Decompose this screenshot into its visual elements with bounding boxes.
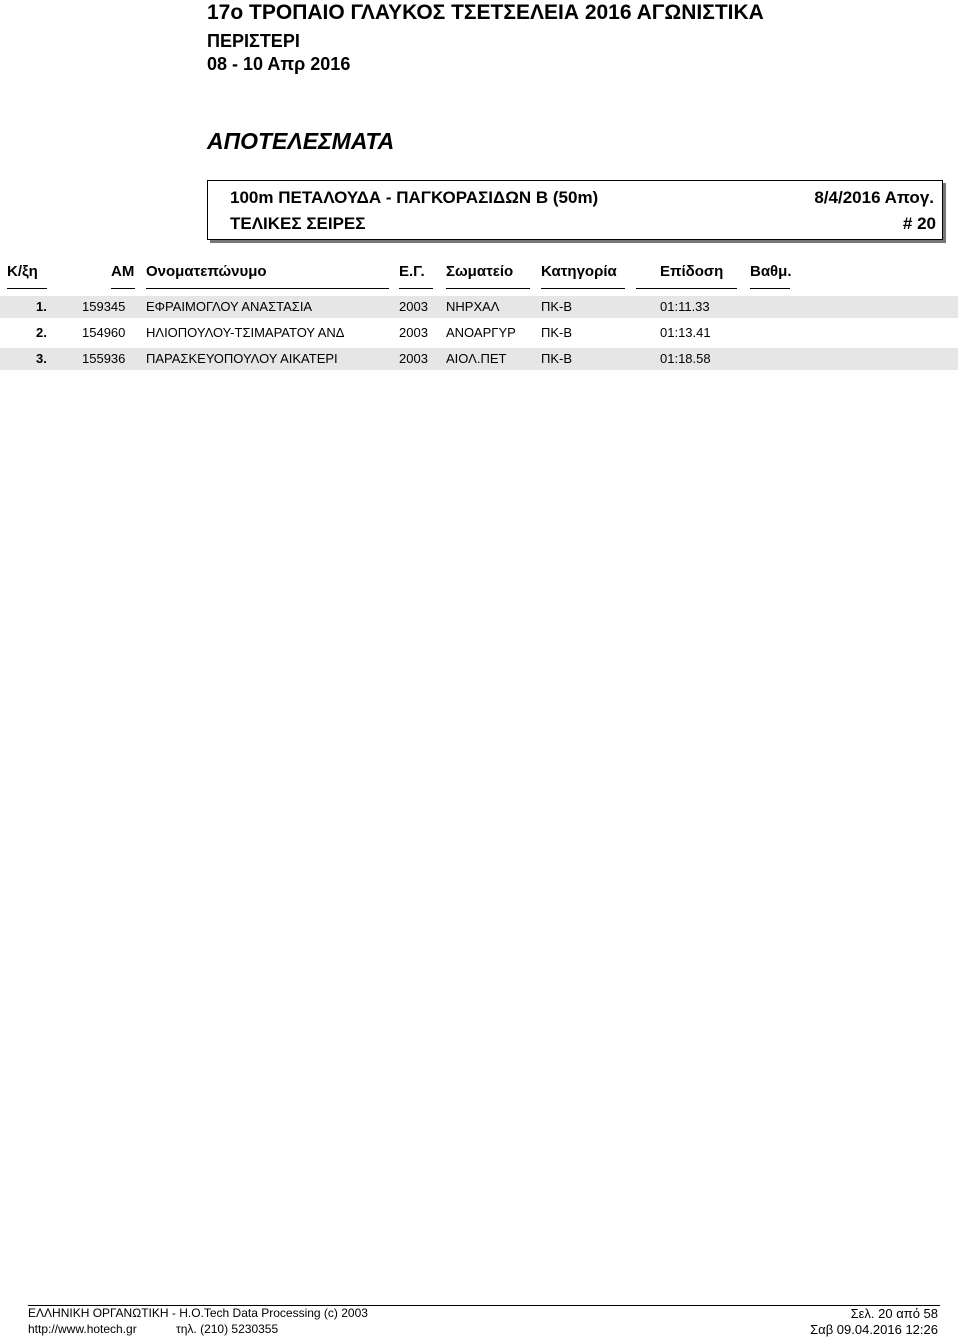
row-category: ΠΚ-Β [541,351,573,366]
row-name: ΠΑΡΑΣΚΕΥΟΠΟΥΛΟΥ ΑΙΚΑΤΕΡΙ [146,351,338,366]
header-underline [7,288,47,289]
row-rank: 1. [36,299,47,314]
column-header-am: ΑΜ [111,263,135,280]
results-heading: ΑΠΟΤΕΛΕΣΜΑΤΑ [207,128,395,154]
row-am: 154960 [82,325,126,340]
event-number: # 20 [902,214,936,233]
column-header-club: Σωματείο [446,263,514,280]
header-underline [146,288,389,289]
table-row [0,348,958,370]
header-underline [636,288,737,289]
row-birth-year: 2003 [399,325,428,340]
column-header-time: Επίδοση [660,263,724,280]
column-header-birth-year: Ε.Γ. [399,263,425,280]
row-name: ΕΦΡΑΙΜΟΓΛΟΥ ΑΝΑΣΤΑΣΙΑ [146,299,313,314]
event-name: 100m ΠΕΤΑΛΟΥΔΑ - ΠΑΓΚΟΡΑΣΙΔΩΝ Β (50m) [230,188,599,207]
footer-company: ΕΛΛΗΝΙΚΗ ΟΡΓΑΝΩΤΙΚΗ - Η.Ο.Tech Data Processing (c) 2003 [28,1306,368,1320]
row-rank: 2. [36,325,47,340]
footer-phone: τηλ. (210) 5230355 [176,1322,279,1336]
header-underline [111,288,135,289]
row-category: ΠΚ-Β [541,299,573,314]
meet-location: ΠΕΡΙΣΤΕΡΙ [207,31,300,51]
header-underline [399,288,433,289]
row-time: 01:11.33 [660,299,710,314]
event-round: ΤΕΛΙΚΕΣ ΣΕΙΡΕΣ [230,214,366,233]
meet-title: 17ο ΤΡΟΠΑΙΟ ΓΛΑΥΚΟΣ ΤΣΕΤΣΕΛΕΙΑ 2016 ΑΓΩΝΙΣΤΙΚΑ [207,1,764,24]
row-time: 01:13.41 [660,325,711,340]
row-club: ΑΝΟΑΡΓΥΡ [446,325,516,340]
header-underline [750,288,790,289]
footer-printed-timestamp: Σαβ 09.04.2016 12:26 [810,1322,938,1337]
event-date-session: 8/4/2016 Απογ. [814,188,934,207]
column-header-name: Ονοματεπώνυμο [146,263,267,280]
row-am: 159345 [82,299,126,314]
row-birth-year: 2003 [399,351,428,366]
column-header-rank: Κ/ξη [7,263,38,280]
event-box [207,180,943,240]
table-row [0,296,958,318]
meet-dates: 08 - 10 Απρ 2016 [207,54,351,74]
row-rank: 3. [36,351,47,366]
header-underline [541,288,625,289]
column-header-category: Κατηγορία [541,263,617,280]
footer-divider [28,1305,940,1306]
row-am: 155936 [82,351,126,366]
row-birth-year: 2003 [399,299,428,314]
footer-page-number: Σελ. 20 από 58 [850,1306,938,1321]
row-club: ΑΙΟΛ.ΠΕΤ [446,351,507,366]
footer-website: http://www.hotech.gr [28,1322,137,1336]
column-header-points: Βαθμ. [750,263,792,280]
row-category: ΠΚ-Β [541,325,573,340]
header-underline [446,288,530,289]
row-name: ΗΛΙΟΠΟΥΛΟΥ-ΤΣΙΜΑΡΑΤΟΥ ΑΝΔ [146,325,345,340]
row-club: ΝΗΡΧΑΛ [446,299,500,314]
row-time: 01:18.58 [660,351,711,366]
table-row [0,322,958,344]
